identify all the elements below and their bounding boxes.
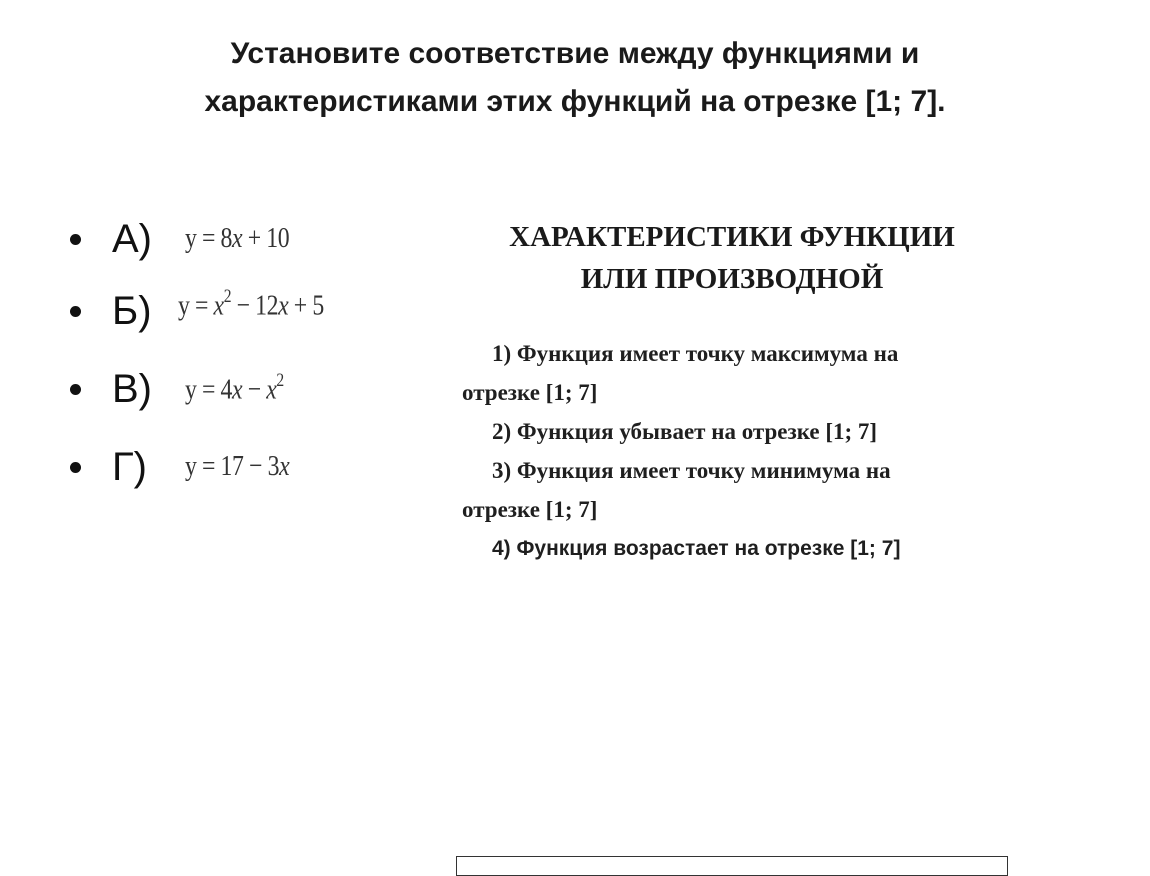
function-letter: А) [112,217,152,261]
title-line-2: характеристиками этих функций на отрезке [1; 7]. [204,85,946,118]
function-formula-v: $y = 4x - x^2$ [185,370,284,406]
characteristic-3-line-2: отрезке [1; 7] [462,497,598,522]
function-item-b [70,282,450,342]
function-formula-a: y = 8x + 10 [185,222,290,254]
answer-table [456,856,1008,876]
function-formula-g: y = 17 − 3x [185,450,290,482]
function-letter: Б) [112,289,152,333]
bullet-icon [70,234,81,245]
function-letter: В) [112,367,152,411]
characteristics-heading [462,216,1002,300]
slide-title [0,30,1150,126]
function-item-a [70,210,450,270]
title-line-1: Установите соответствие между функциями и [230,37,920,70]
function-formula-b: $y = x^2 - 12x + 5$ [178,286,324,322]
characteristic-1-line-1: 1) Функция имеет точку максимума на [492,341,899,366]
heading-line-1: ХАРАКТЕРИСТИКИ ФУНКЦИИ [509,221,955,253]
characteristics-list [462,334,1022,568]
heading-line-2: ИЛИ ПРОИЗВОДНОЙ [580,263,884,295]
function-letter: Г) [112,445,147,489]
characteristic-3-line-1: 3) Функция имеет точку минимума на [492,458,891,483]
function-item-v [70,360,450,420]
bullet-icon [70,384,81,395]
bullet-icon [70,462,81,473]
characteristic-2: 2) Функция убывает на отрезке [1; 7] [492,419,878,444]
function-item-g [70,438,450,498]
characteristic-1-line-2: отрезке [1; 7] [462,380,598,405]
bullet-icon [70,306,81,317]
characteristic-4: 4) Функция возрастает на отрезке [1; 7] [492,537,901,560]
